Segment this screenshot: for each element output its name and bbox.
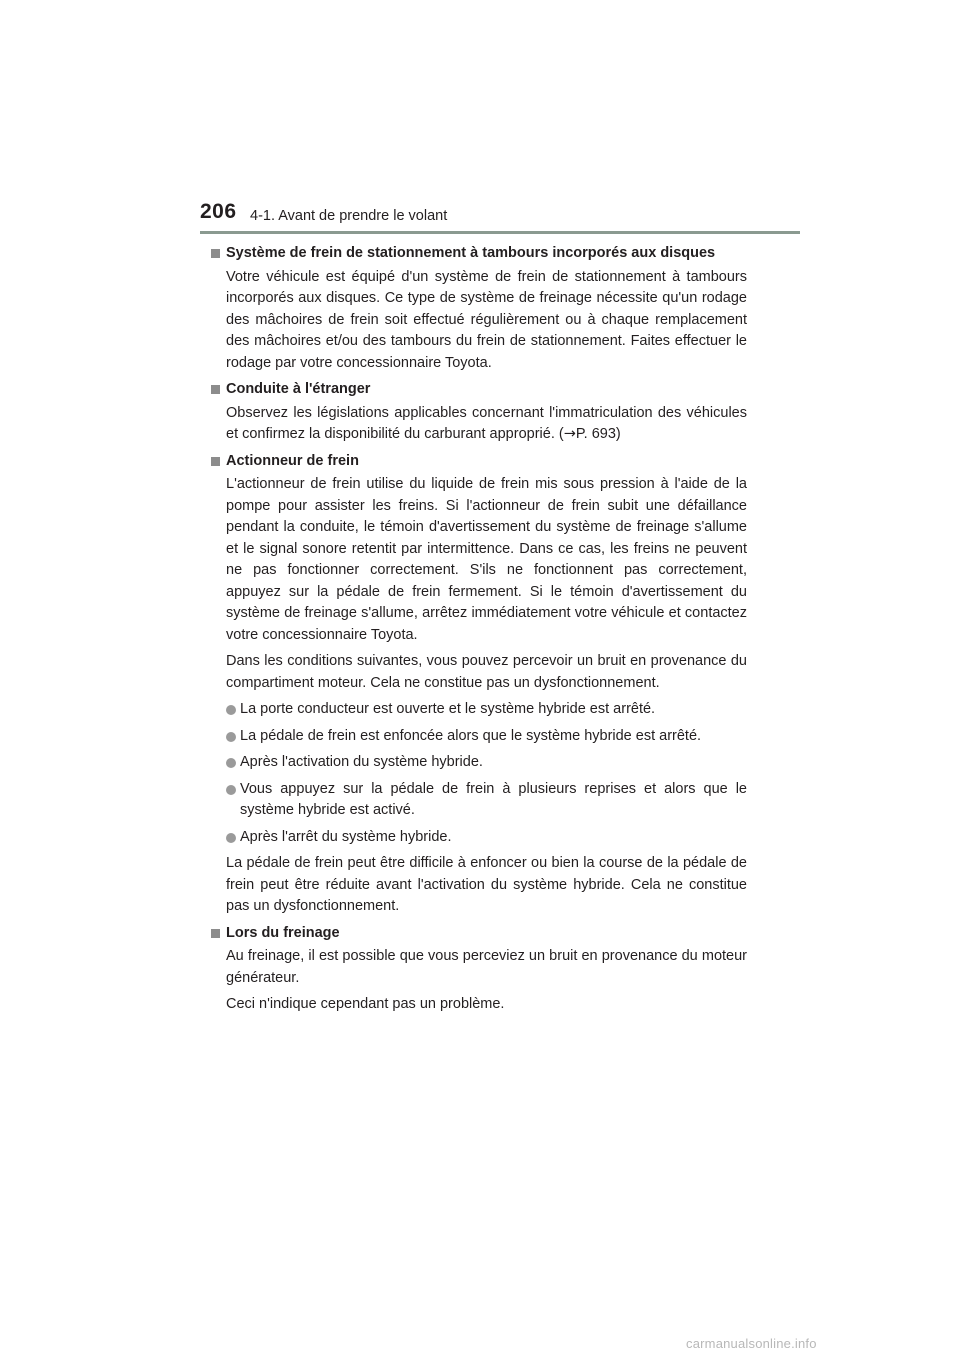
paragraph: La pédale de frein peut être difficile à enfoncer ou bien la course de la pédale de frein peut être réduite avant l'activation du système hybride. Cela ne constitue pas un dysfonctionnement.	[226, 855, 747, 914]
round-bullet-icon	[226, 833, 236, 843]
square-bullet-icon	[211, 385, 220, 394]
paragraph: Ceci n'indique cependant pas un problème.	[226, 996, 505, 1012]
section-title	[210, 451, 747, 473]
page-reference-link[interactable]: P. 693)	[575, 426, 621, 442]
watermark: carmanualsonline.info	[686, 1336, 817, 1351]
round-bullet-icon	[226, 732, 236, 742]
arrow-right-icon: →	[563, 426, 576, 442]
paragraph: Dans les conditions suivantes, vous pouvez percevoir un bruit en provenance du compartiment moteur. Cela ne constitue pas un dysfonctionnement.	[226, 653, 747, 691]
paragraph: Votre véhicule est équipé d'un système de frein de stationnement à tambours incorporés aux disques. Ce type de système de freinage nécessite qu'un rodage des mâchoires de frein soit effectué régulièrement ou à chaque remplacement des mâchoires et/ou des tambours du frein de stationnement. Faites effectuer le rodage par votre concessionnaire Toyota.	[226, 268, 747, 371]
chapter-title: 4-1. Avant de prendre le volant	[250, 208, 448, 224]
paragraph: Au freinage, il est possible que vous perceviez un bruit en provenance du moteur générateur.	[226, 948, 747, 986]
section-brake-actuator	[210, 451, 747, 918]
section-title	[210, 379, 747, 401]
section-title-text: Lors du freinage	[226, 924, 340, 941]
list-item-text: La porte conducteur est ouverte et le système hybride est arrêté.	[240, 701, 656, 717]
paragraph-text: Observez les législations applicables concernant l'immatriculation des véhicules et confirmez la disponibilité du carburant approprié. (	[226, 404, 747, 442]
section-parking-brake	[210, 243, 747, 374]
list-item	[226, 779, 747, 822]
list-item	[226, 699, 747, 721]
section-driving-abroad	[210, 379, 747, 446]
list-item-text: Après l'arrêt du système hybride.	[240, 828, 452, 845]
paragraph	[226, 403, 747, 446]
square-bullet-icon	[211, 457, 220, 466]
square-bullet-icon	[211, 929, 220, 938]
list-item	[226, 752, 747, 774]
section-title	[210, 923, 747, 945]
list-item	[226, 726, 747, 748]
list-item-text: Après l'activation du système hybride.	[240, 754, 483, 770]
section-title-text: Système de frein de stationnement à tambours incorporés aux disques	[226, 245, 716, 261]
round-bullet-icon	[226, 785, 236, 795]
round-bullet-icon	[226, 758, 236, 768]
section-braking	[210, 923, 747, 1016]
section-title	[210, 243, 747, 265]
paragraph: L'actionneur de frein utilise du liquide de frein mis sous pression à l'aide de la pompe pour assister les freins. Si l'actionneur de frein subit une défaillance pendant la conduite, le témoin d'avertissement du système de freinage s'allume et le signal sonore retentit par intermittence. Dans ce cas, les freins ne peuvent ne pas fonctionner correctement. S'ils ne fonctionnent pas correctement, appuyez sur la pédale de frein fermement. Si le témoin d'avertissement du système de freinage s'allume, arrêtez immédiatement votre véhicule et contactez votre concessionnaire Toyota.	[226, 476, 747, 643]
list-item	[226, 827, 747, 849]
square-bullet-icon	[211, 249, 220, 258]
list-item-text: La pédale de frein est enfoncée alors que le système hybride est arrêté.	[240, 727, 702, 744]
round-bullet-icon	[226, 705, 236, 715]
page-number: 206	[200, 200, 237, 223]
page-content	[210, 243, 747, 1021]
list-item-text: Vous appuyez sur la pédale de frein à plusieurs reprises et alors que le système hybride est activé.	[240, 780, 747, 818]
section-title-text: Actionneur de frein	[226, 452, 359, 469]
section-title-text: Conduite à l'étranger	[226, 381, 371, 397]
header-divider	[200, 231, 800, 234]
